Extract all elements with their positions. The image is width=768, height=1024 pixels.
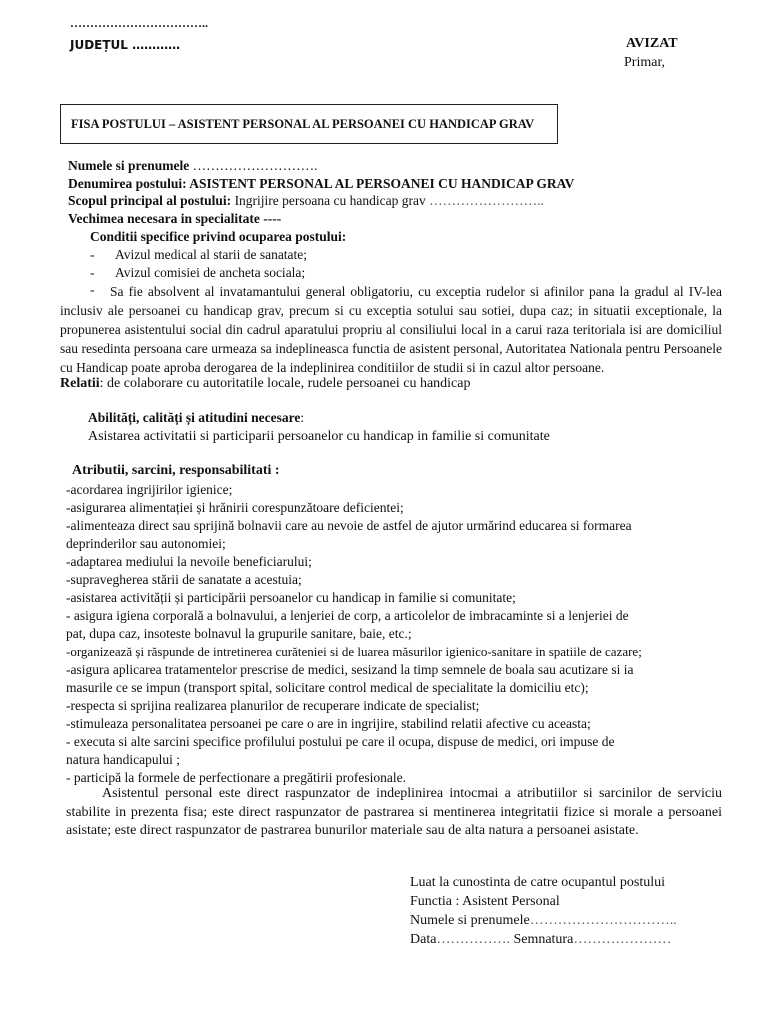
atributii-line: pat, dupa caz, insoteste bolnavul la grupurile sanitare, baie, etc.; [66, 626, 412, 641]
field-scop-value: Ingrijire persoana cu handicap grav [234, 193, 430, 208]
signature-data-line [410, 930, 677, 949]
signature-block [410, 873, 677, 949]
atributii-line: - executa si alte sarcini specifice profilului postului pe care il ocupa, dispuse de medici, ori impuse de [66, 734, 615, 749]
relatii-line [60, 376, 470, 392]
bullet-dash: - [90, 282, 95, 297]
field-scop-label: Scopul principal al postului: [68, 193, 235, 208]
conditii-item-text: Avizul comisiei de ancheta sociala; [115, 265, 306, 280]
atributii-line: -acordarea ingrijirilor igienice; [66, 482, 233, 497]
field-denumire [68, 176, 574, 192]
atributii-line: -asigurarea alimentației și hrănirii corespunzătoare deficientei; [66, 500, 404, 515]
conditii-item-text: Avizul medical al starii de sanatate; [115, 247, 308, 262]
signature-luat: Luat la cunostinta de catre ocupantul postului [410, 875, 666, 890]
judet-label: JUDEȚUL ………… [70, 38, 181, 52]
document-title-box [60, 104, 558, 144]
conditii-item-1 [90, 247, 308, 263]
signature-semnatura-label: Semnatura [513, 932, 574, 947]
abilitati-heading: Abilități, calități și atitudini necesare [88, 410, 301, 425]
atributii-line: -organizează și răspunde de intretinerea curăteniei si de luarea măsurilor igienico-sanitare in spatiile de cazare; [66, 644, 642, 659]
atributii-line: -adaptarea mediului la nevoile beneficiarului; [66, 554, 312, 569]
signature-data-dots: ……………. [436, 932, 514, 947]
atributii-line: - participă la formele de perfectionare a pregătirii profesionale. [66, 770, 406, 785]
field-scop [68, 193, 544, 209]
atributii-line: -asigura aplicarea tratamentelor prescrise de medici, sesizand la timp semnele de boala sau acutizare si ia [66, 662, 634, 677]
signature-semnatura-dots: ………………… [573, 932, 672, 947]
field-nume-label: Numele si prenumele [68, 158, 190, 173]
field-nume-dots: ………………………. [192, 158, 318, 173]
atributii-line: natura handicapului ; [66, 752, 180, 767]
relatii-text: : de colaborare cu autoritatile locale, rudele persoanei cu handicap [99, 376, 471, 391]
atributii-line: - asigura igiena corporală a bolnavului, a lenjeriei de corp, a articolelor de imbracaminte si a lenjeriei de [66, 608, 629, 623]
responsabilitate-paragraph: Asistentul personal este direct raspunzator de indeplinirea intocmai a atributiilor si sarcinilor de serviciu stabilite in prezenta fisa; este direct raspunzator de pastrarea si mentinerea integritatii fizice si morale a persoanei asistate; este direct raspunzator de pastrarea bunurilor materiale sau de alta natura a persoanei asistate. [66, 786, 722, 838]
atributii-line: -supravegherea stării de sanatate a acestuia; [66, 572, 302, 587]
signature-nume-dots: ………………………….. [529, 913, 677, 928]
field-nume [68, 158, 318, 174]
avizat-label: AVIZAT [626, 36, 678, 51]
field-scop-dots: …………………….. [429, 193, 544, 208]
abilitati-colon: : [300, 410, 305, 425]
field-vechime: Vechimea necesara in specialitate ---- [68, 211, 282, 226]
signature-nume [410, 911, 677, 930]
abilitati-heading-line [88, 410, 304, 426]
bullet-dash: - [90, 247, 95, 262]
field-denumire-value: ASISTENT PERSONAL AL PERSOANEI CU HANDICAP GRAV [189, 176, 575, 191]
atributii-line: -respecta si sprijina realizarea planurilor de recuperare indicate de specialist; [66, 698, 480, 713]
relatii-label: Relatii [60, 376, 100, 391]
conditii-item-2 [90, 265, 306, 281]
conditii-heading: Conditii specifice privind ocuparea postului: [90, 229, 347, 244]
signature-nume-label: Numele si prenumele [410, 913, 530, 928]
signature-functia: Functia : Asistent Personal [410, 894, 560, 909]
atributii-line: -stimuleaza personalitatea persoanei pe care o are in ingrijire, stabilind relatii afective cu aceasta; [66, 716, 591, 731]
signature-data-label: Data [410, 932, 437, 947]
atributii-list [66, 481, 642, 787]
header-dots-line: …………………………….. [70, 16, 208, 30]
abilitati-text: Asistarea activitatii si participarii persoanelor cu handicap in familie si comunitate [88, 429, 550, 444]
atributii-line: masurile ce se impun (transport spital, solicitare control medical de specialitate la domiciliu etc); [66, 680, 589, 695]
atributii-line: -alimenteaza direct sau sprijină bolnavii care au nevoie de astfel de ajutor urmărind educarea si formarea [66, 518, 632, 533]
field-denumire-label: Denumirea postului: [68, 176, 190, 191]
conditii-item-3: Sa fie absolvent al invatamantului general obligatoriu, cu exceptia rudelor si afinilor pana la gradul al IV-lea inclusiv ale persoanei cu handicap grav, precum si cu exceptia sotului sau sotiei, dupa caz; in situatii exceptionale, la propunerea asistentului social din cadrul aparatului propriu al consiliului local in a carui raza teritoriala isi are domiciliul sau resedinta persoana care urmeaza sa indeplineasca functia de asistent personal, Autoritatea Nationala pentru Persoanele cu Handicap poate aproba derogarea de la indeplinirea conditiilor de studii si in cazul altor persoane. [60, 284, 722, 375]
bullet-dash: - [90, 265, 95, 280]
atributii-line: -asistarea activității și participării persoanelor cu handicap in familie si comunitate; [66, 590, 516, 605]
atributii-line: deprinderilor sau autonomiei; [66, 536, 226, 551]
atributii-heading: Atributii, sarcini, responsabilitati : [72, 463, 280, 478]
document-title: FISA POSTULUI – ASISTENT PERSONAL AL PERSOANEI CU HANDICAP GRAV [71, 117, 535, 131]
primar-label: Primar, [624, 55, 666, 70]
